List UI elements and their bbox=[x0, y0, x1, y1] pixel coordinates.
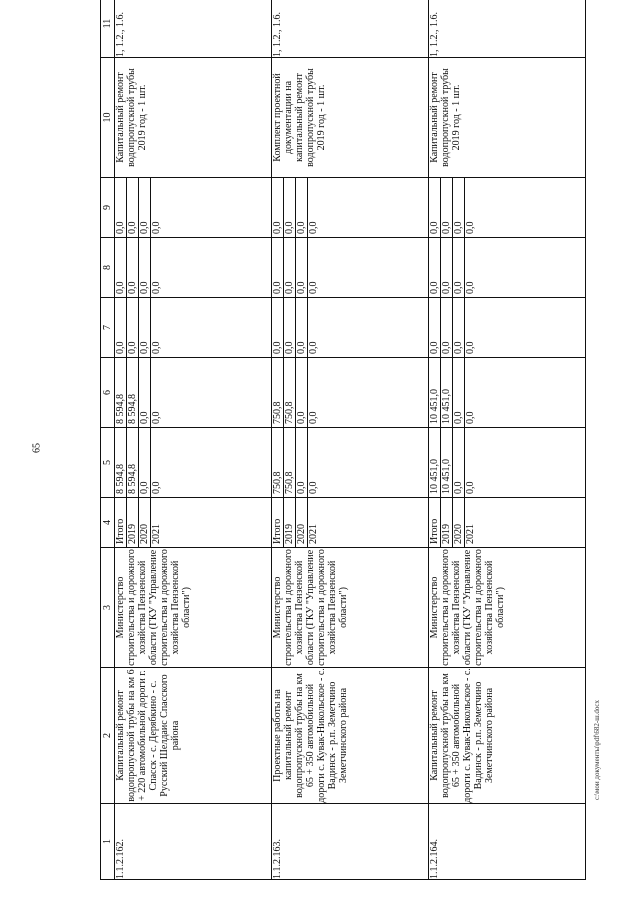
amount-value: 0,0 bbox=[429, 238, 441, 297]
column-number: 5 bbox=[101, 428, 115, 498]
column-number: 3 bbox=[101, 548, 115, 668]
column-number: 6 bbox=[101, 358, 115, 428]
amount-value: 0,0 bbox=[139, 298, 151, 357]
row-event: Капитальный ремонт водопропускной трубы 2019 год - 1 шт. bbox=[115, 58, 272, 178]
column-number: 7 bbox=[101, 298, 115, 358]
row-executor: Министерство строительства и дорожного хозяйства Пензенской области (ГКУ "Управление строительства и дорожного хозяйства Пензенской области") bbox=[272, 548, 429, 668]
amount-value: 0,0 bbox=[308, 411, 319, 424]
year-label: 2021 bbox=[151, 524, 162, 544]
amount-value: 0,0 bbox=[308, 221, 319, 234]
amount-value: 750,8 bbox=[284, 358, 296, 427]
year-label: 2021 bbox=[308, 524, 319, 544]
row-code: 1.1.2.164. bbox=[429, 804, 586, 880]
amount-cell-col5 bbox=[272, 428, 429, 498]
amount-cell-col9 bbox=[429, 178, 586, 238]
amount-value: 0,0 bbox=[453, 428, 465, 497]
amount-value: 0,0 bbox=[453, 178, 465, 237]
amount-value: 750,8 bbox=[284, 428, 296, 497]
table-row bbox=[429, 0, 586, 880]
amount-cell-col9 bbox=[115, 178, 272, 238]
amount-value: 0,0 bbox=[272, 178, 284, 237]
year-label: 2020 bbox=[453, 498, 465, 547]
amount-value: 0,0 bbox=[453, 238, 465, 297]
amount-value: 0,0 bbox=[465, 221, 476, 234]
amount-value: 0,0 bbox=[151, 221, 162, 234]
amount-value: 0,0 bbox=[284, 298, 296, 357]
amount-value: 750,8 bbox=[272, 428, 284, 497]
amount-value: 750,8 bbox=[272, 358, 284, 427]
amount-value: 0,0 bbox=[139, 428, 151, 497]
table-row bbox=[115, 0, 272, 880]
amount-cell-col7 bbox=[115, 298, 272, 358]
amount-value: 0,0 bbox=[453, 358, 465, 427]
row-indicator: 1, 1.2., 1.6. bbox=[115, 0, 272, 58]
year-label: 2021 bbox=[465, 524, 476, 544]
amount-value: 0,0 bbox=[296, 178, 308, 237]
amount-value: 0,0 bbox=[284, 238, 296, 297]
amount-value: 0,0 bbox=[115, 298, 127, 357]
amount-cell-col6 bbox=[272, 358, 429, 428]
amount-value: 0,0 bbox=[465, 281, 476, 294]
amount-value: 0,0 bbox=[151, 281, 162, 294]
amount-value: 10 451,0 bbox=[441, 428, 453, 497]
column-number-row bbox=[101, 0, 115, 880]
amount-value: 0,0 bbox=[284, 178, 296, 237]
table-row bbox=[272, 0, 429, 880]
row-name: Проектные работы на капитальный ремонт водопропускной трубы на км 65 + 350 автомобильной дороги с. Кувак-Никольское - с. Вадинск - р.п. Земетчино Земетчинского района bbox=[272, 668, 429, 804]
amount-value: 0,0 bbox=[127, 178, 139, 237]
program-table bbox=[100, 0, 586, 880]
year-label: Итого bbox=[115, 498, 127, 547]
amount-value: 0,0 bbox=[465, 341, 476, 354]
amount-value: 0,0 bbox=[429, 178, 441, 237]
amount-value: 0,0 bbox=[296, 428, 308, 497]
amount-value: 0,0 bbox=[308, 481, 319, 494]
year-label: 2020 bbox=[296, 498, 308, 547]
row-event: Капитальный ремонт водопропускной трубы 2019 год - 1 шт. bbox=[429, 58, 586, 178]
column-number: 4 bbox=[101, 498, 115, 548]
amount-cell-col8 bbox=[115, 238, 272, 298]
year-label: 2019 bbox=[284, 498, 296, 547]
row-code: 1.1.2.163. bbox=[272, 804, 429, 880]
amount-value: 8 594,8 bbox=[115, 428, 127, 497]
amount-value: 8 594,8 bbox=[127, 428, 139, 497]
amount-value: 0,0 bbox=[115, 238, 127, 297]
years-cell bbox=[272, 498, 429, 548]
amount-cell-col6 bbox=[429, 358, 586, 428]
amount-value: 0,0 bbox=[453, 298, 465, 357]
amount-value: 0,0 bbox=[441, 238, 453, 297]
amount-cell-col9 bbox=[272, 178, 429, 238]
row-executor: Министерство строительства и дорожного хозяйства Пензенской области (ГКУ "Управление строительства и дорожного хозяйства Пензенской области") bbox=[115, 548, 272, 668]
amount-value: 0,0 bbox=[151, 481, 162, 494]
years-cell bbox=[429, 498, 586, 548]
amount-value: 0,0 bbox=[296, 298, 308, 357]
amount-cell-col8 bbox=[429, 238, 586, 298]
column-number: 11 bbox=[101, 0, 115, 58]
row-indicator: 1, 1.2., 1.6. bbox=[429, 0, 586, 58]
amount-value: 0,0 bbox=[296, 358, 308, 427]
amount-value: 8 594,8 bbox=[127, 358, 139, 427]
column-number: 2 bbox=[101, 668, 115, 804]
amount-value: 8 594,8 bbox=[115, 358, 127, 427]
amount-cell-col7 bbox=[272, 298, 429, 358]
amount-value: 0,0 bbox=[272, 298, 284, 357]
amount-value: 0,0 bbox=[139, 358, 151, 427]
amount-value: 0,0 bbox=[441, 298, 453, 357]
amount-cell-col7 bbox=[429, 298, 586, 358]
amount-cell-col5 bbox=[115, 428, 272, 498]
amount-value: 0,0 bbox=[139, 178, 151, 237]
amount-value: 0,0 bbox=[127, 238, 139, 297]
year-label: Итого bbox=[429, 498, 441, 547]
amount-value: 0,0 bbox=[115, 178, 127, 237]
row-name: Капитальный ремонт водопропускной трубы на км 6 + 220 автомобильной дороги г. Спасск - с. Дерябкино - с. Русский Шелдаис Спасского района bbox=[115, 668, 272, 804]
amount-value: 10 451,0 bbox=[441, 358, 453, 427]
column-number: 9 bbox=[101, 178, 115, 238]
year-label: Итого bbox=[272, 498, 284, 547]
amount-value: 0,0 bbox=[151, 411, 162, 424]
row-name: Капитальный ремонт водопропускной трубы на км 65 + 350 автомобильной дороги с. Кувак-Никольское - с. Вадинск - р.п. Земетчино Земетчинского района bbox=[429, 668, 586, 804]
row-executor: Министерство строительства и дорожного хозяйства Пензенской области (ГКУ "Управление строительства и дорожного хозяйства Пензенской области") bbox=[429, 548, 586, 668]
page-number: 65 bbox=[31, 443, 43, 453]
column-number: 1 bbox=[101, 804, 115, 880]
year-label: 2019 bbox=[441, 498, 453, 547]
file-path-footer: c:\мои документы\pdf\682-ш.docx bbox=[593, 699, 601, 801]
year-label: 2019 bbox=[127, 498, 139, 547]
amount-value: 0,0 bbox=[308, 341, 319, 354]
column-number: 10 bbox=[101, 58, 115, 178]
amount-value: 0,0 bbox=[429, 298, 441, 357]
column-number: 8 bbox=[101, 238, 115, 298]
amount-value: 0,0 bbox=[151, 341, 162, 354]
amount-value: 0,0 bbox=[465, 481, 476, 494]
years-cell bbox=[115, 498, 272, 548]
row-code: 1.1.2.162. bbox=[115, 804, 272, 880]
amount-value: 0,0 bbox=[139, 238, 151, 297]
amount-value: 0,0 bbox=[441, 178, 453, 237]
row-indicator: 1, 1.2., 1.6. bbox=[272, 0, 429, 58]
row-event: Комплект проектной документации на капитальный ремонт водопропускной трубы 2019 год - 1 шт. bbox=[272, 58, 429, 178]
amount-cell-col5 bbox=[429, 428, 586, 498]
amount-value: 0,0 bbox=[465, 411, 476, 424]
amount-value: 0,0 bbox=[308, 281, 319, 294]
amount-value: 0,0 bbox=[296, 238, 308, 297]
amount-cell-col6 bbox=[115, 358, 272, 428]
amount-value: 0,0 bbox=[272, 238, 284, 297]
amount-value: 10 451,0 bbox=[429, 358, 441, 427]
year-label: 2020 bbox=[139, 498, 151, 547]
amount-cell-col8 bbox=[272, 238, 429, 298]
amount-value: 0,0 bbox=[127, 298, 139, 357]
program-table-wrapper bbox=[100, 10, 585, 880]
amount-value: 10 451,0 bbox=[429, 428, 441, 497]
